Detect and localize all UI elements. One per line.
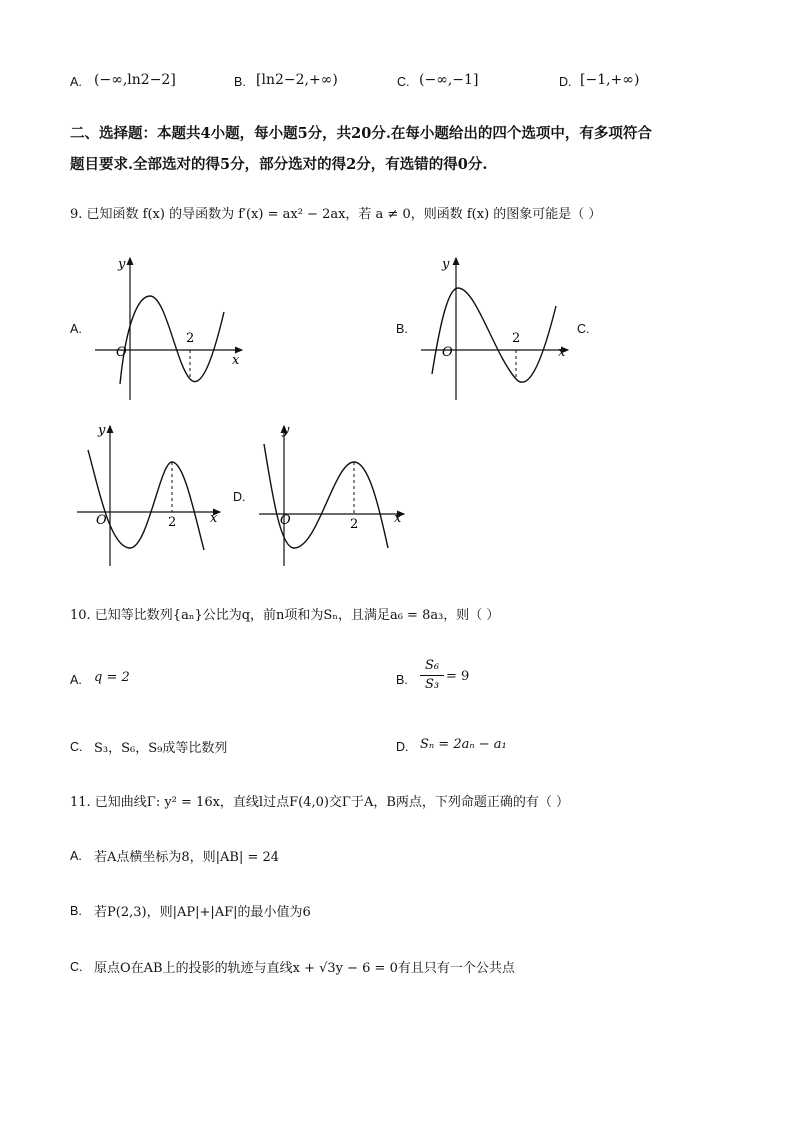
- q10-option-b-denominator: S₃: [424, 677, 440, 692]
- option-b-text: [ln2−2,+∞): [256, 72, 338, 88]
- graph-b-label: B.: [396, 322, 408, 336]
- graph-b-x-label: x: [558, 345, 566, 360]
- graph-c-tick: 2: [168, 515, 177, 530]
- graph-a-label: A.: [70, 322, 82, 336]
- option-d-text: [−1,+∞): [580, 72, 640, 88]
- q11-option-a-label: A.: [70, 849, 82, 863]
- option-d-label: D.: [559, 75, 572, 89]
- question-11-stem: 11. 已知曲线Γ: y² = 16x，直线l过点F(4,0)交Γ于A，B两点，下列命题正确的有（ ）: [70, 795, 570, 810]
- fraction-bar: [420, 675, 444, 676]
- q11-option-c-text: 原点O在AB上的投影的轨迹与直线x + √3y − 6 = 0有且只有一个公共点: [94, 961, 515, 976]
- option-a-text: (−∞,ln2−2]: [94, 72, 176, 88]
- q10-option-b-fraction: [420, 658, 444, 693]
- graph-d-tick: 2: [350, 517, 359, 532]
- graph-c: [72, 422, 232, 572]
- q10-option-a-text: q = 2: [94, 670, 130, 685]
- q11-option-c-label: C.: [70, 960, 83, 974]
- option-c-text: (−∞,−1]: [419, 72, 479, 88]
- q10-option-c-label: C.: [70, 740, 83, 754]
- section-heading-line2: 题目要求.全部选对的得5分，部分选对的得2分，有选错的得0分.: [70, 156, 488, 173]
- prev-question-options: [70, 72, 750, 94]
- question-9-stem: 9. 已知函数 f(x) 的导函数为 f′(x) = ax² − 2ax，若 a ≠ 0，则函数 f(x) 的图象可能是（ ）: [70, 207, 602, 222]
- q10-option-b-rhs: = 9: [446, 669, 470, 684]
- graph-d-y-label: y: [282, 423, 290, 438]
- graph-a-tick: 2: [186, 331, 195, 346]
- graph-c-y-label: y: [98, 423, 106, 438]
- section-heading-line1: 二、选择题：本题共4小题，每小题5分，共20分.在每小题给出的四个选项中，有多项符合: [70, 125, 652, 142]
- option-a-label: A.: [70, 75, 82, 89]
- graph-d-x-label: x: [394, 511, 402, 526]
- q10-option-b-label: B.: [396, 673, 408, 687]
- q10-option-a-label: A.: [70, 673, 82, 687]
- q10-option-b-numerator: S₆: [424, 658, 440, 673]
- option-c-label: C.: [397, 75, 410, 89]
- graph-c-label: C.: [577, 322, 590, 336]
- option-b-label: B.: [234, 75, 246, 89]
- graph-d-curve: [264, 444, 388, 548]
- graph-c-origin: O: [96, 513, 107, 528]
- graph-b-curve: [432, 288, 556, 382]
- graph-a-origin: O: [116, 345, 127, 360]
- graph-a-x-label: x: [232, 353, 240, 368]
- q10-option-d-text: Sₙ = 2aₙ − a₁: [420, 737, 507, 752]
- graph-a-y-label: y: [118, 257, 126, 272]
- graph-d: [254, 422, 414, 572]
- graph-d-label: D.: [233, 490, 246, 504]
- graph-a-curve: [120, 296, 224, 384]
- graph-c-x-label: x: [210, 511, 218, 526]
- graph-c-curve: [88, 450, 204, 550]
- graph-a: [90, 254, 250, 404]
- graph-b-y-label: y: [442, 257, 450, 272]
- q10-option-c-text: S₃，S₆，S₉成等比数列: [94, 741, 228, 756]
- q11-option-b-text: 若P(2,3)，则|AP|+|AF|的最小值为6: [94, 905, 311, 920]
- q11-option-a-text: 若A点横坐标为8，则|AB| = 24: [94, 850, 280, 865]
- graph-b: [416, 254, 576, 404]
- graph-d-origin: O: [280, 513, 291, 528]
- graph-b-origin: O: [442, 345, 453, 360]
- q10-option-d-label: D.: [396, 740, 409, 754]
- graph-b-tick: 2: [512, 331, 521, 346]
- q11-option-b-label: B.: [70, 904, 82, 918]
- question-10-stem: 10. 已知等比数列{aₙ}公比为q，前n项和为Sₙ，且满足a₆ = 8a₃，则（ ）: [70, 608, 500, 623]
